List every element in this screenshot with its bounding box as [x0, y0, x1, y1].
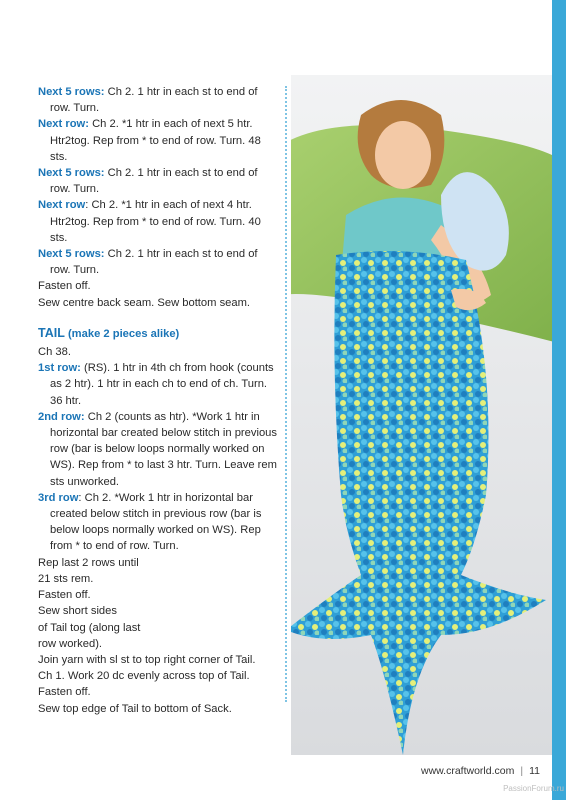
- pattern-text: [38, 84, 278, 717]
- website-url: www.craftworld.com: [421, 765, 515, 777]
- pattern-row: [38, 165, 278, 197]
- watermark: PassionForum.ru: [503, 784, 564, 793]
- product-photo: [291, 75, 552, 755]
- pattern-row: [38, 197, 278, 246]
- pattern-row: [38, 84, 278, 116]
- row-text: Ch 2. 1 htr in each st to end of row. Turn.: [50, 86, 258, 115]
- row-label: Next 5 rows:: [38, 167, 105, 180]
- instruction-line: Ch 38.: [38, 346, 71, 359]
- tail-heading-sub: (make 2 pieces alike): [64, 327, 180, 340]
- instruction-line: row worked).: [38, 637, 103, 650]
- section-heading: [38, 325, 278, 342]
- instruction-line: Sew top edge of Tail to bottom of Sack.: [38, 702, 232, 715]
- instruction-line: Rep last 2 rows until: [38, 556, 139, 569]
- instruction-line: Fasten off.: [38, 280, 91, 293]
- instruction-line: Fasten off.: [38, 589, 91, 602]
- instruction-line: Ch 1. Work 20 dc evenly across top of Tail.: [38, 670, 250, 683]
- child-face: [375, 121, 431, 189]
- instruction-line: Fasten off.: [38, 686, 91, 699]
- pattern-row: [38, 246, 278, 278]
- footer-separator: |: [520, 765, 524, 777]
- instruction-line: Join yarn with sl st to top right corner of Tail.: [38, 653, 256, 666]
- row-label: Next row: [38, 199, 86, 212]
- pattern-row: [38, 409, 278, 490]
- pattern-row: [38, 490, 278, 555]
- row-label: 2nd row:: [38, 410, 85, 423]
- instruction-line: Sew centre back seam. Sew bottom seam.: [38, 296, 251, 309]
- pattern-row: [38, 116, 278, 165]
- tail-heading: TAIL: [38, 325, 65, 340]
- instruction-line: Sew short sides: [38, 605, 117, 618]
- instruction-line: 21 sts rem.: [38, 572, 94, 585]
- row-text: Ch 2 (counts as htr). *Work 1 htr in horizontal bar created below stitch in previous row (bar is below loops normally worked on WS). Rep from * to last 3 htr. Turn. Leave rem sts unworked.: [50, 410, 277, 488]
- row-text: : Ch 2. *Work 1 htr in horizontal bar created below stitch in previous row (bar is below loops normally worked on WS). Rep from * to end of row. Turn.: [50, 491, 262, 553]
- row-label: Next 5 rows:: [38, 248, 105, 261]
- row-text: Ch 2. 1 htr in each st to end of row. Turn.: [50, 167, 258, 196]
- column-divider: [285, 86, 287, 702]
- row-label: Next row:: [38, 118, 89, 131]
- row-label: Next 5 rows:: [38, 86, 105, 98]
- row-text: : Ch 2. *1 htr in each of next 4 htr. Htr2tog. Rep from * to end of row. Turn. 40 sts.: [50, 199, 261, 244]
- row-text: Ch 2. 1 htr in each st to end of row. Turn.: [50, 248, 258, 277]
- edge-color-bar: [552, 0, 566, 800]
- row-label: 3rd row: [38, 491, 79, 504]
- instruction-line: of Tail tog (along last: [38, 621, 141, 634]
- page-footer: [421, 765, 540, 777]
- row-text: Ch 2. *1 htr in each of next 5 htr. Htr2tog. Rep from * to end of row. Turn. 48 sts.: [50, 118, 261, 163]
- row-text: (RS). 1 htr in 4th ch from hook (counts as 2 htr). 1 htr in each ch to end of ch. Turn. 36 htr.: [50, 362, 274, 407]
- page-number: 11: [529, 765, 540, 777]
- row-label: 1st row:: [38, 362, 81, 375]
- pattern-row: [38, 360, 278, 409]
